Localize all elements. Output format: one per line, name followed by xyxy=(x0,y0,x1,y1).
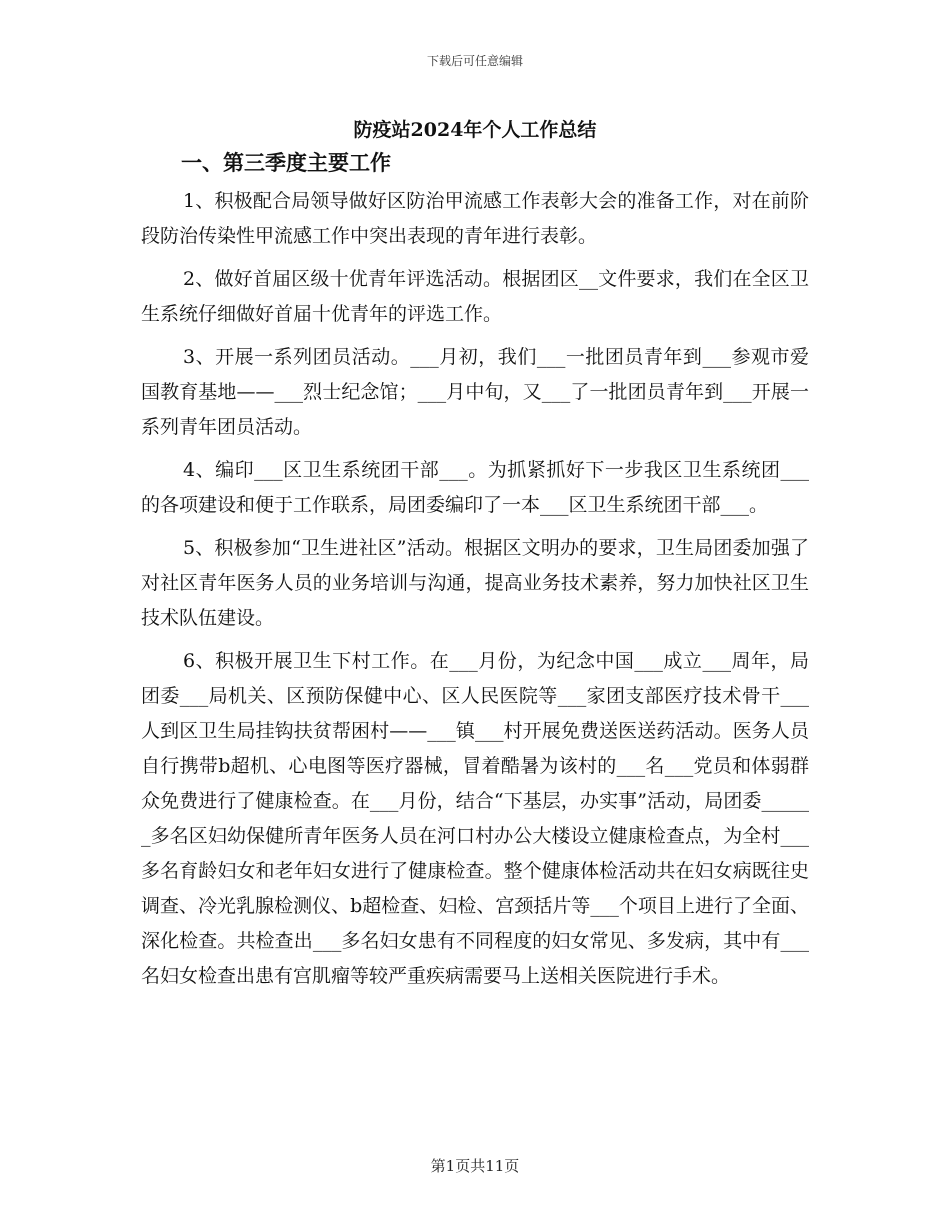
section-heading: 一、第三季度主要工作 xyxy=(181,150,391,175)
paragraph-4: 4、编印___区卫生系统团干部___。为抓紧抓好下一步我区卫生系统团___的各项建设和便于工作联系，局团委编印了一本___区卫生系统团干部___。 xyxy=(141,459,809,516)
paragraph-2: 2、做好首届区级十优青年评选活动。根据团区__文件要求，我们在全区卫生系统仔细做好首届十优青年的评选工作。 xyxy=(141,268,809,325)
page-header-note: 下载后可任意编辑 xyxy=(426,54,523,68)
document-title: 防疫站2024年个人工作总结 xyxy=(353,119,597,141)
paragraph-5: 5、积极参加“卫生进社区”活动。根据区文明办的要求，卫生局团委加强了对社区青年医务人员的业务培训与沟通，提高业务技术素养，努力加快社区卫生技术队伍建设。 xyxy=(141,537,809,629)
paragraph-6: 6、积极开展卫生下村工作。在___月份，为纪念中国___成立___周年，局团委___局机关、区预防保健中心、区人民医院等___家团支部医疗技术骨干___人到区卫生局挂钩扶贫帮困村——___镇___村开展免费送医送药活动。医务人员自行携带b超机、心电图等医疗器械，冒着酷暑为该村的___名___党员和体弱群众免费进行了健康检查。在___月份，结合“下基层，办实事”活动，局团委______多名区妇幼保健所青年医务人员在河口村办公大楼设立健康检查点，为全村___多名育龄妇女和老年妇女进行了健康检查。整个健康体检活动共在妇女病既往史调查、冷光乳腺检测仪、b超检查、妇检、宫颈括片等___个项目上进行了全面、深化检查。共检查出___多名妇女患有不同程度的妇女常见、多发病，其中有___名妇女检查出患有宫肌瘤等较严重疾病需要马上送相关医院进行手术。 xyxy=(141,650,809,987)
paragraph-1: 1、积极配合局领导做好区防治甲流感工作表彰大会的准备工作，对在前阶段防治传染性甲流感工作中突出表现的青年进行表彰。 xyxy=(141,190,809,247)
paragraph-3: 3、开展一系列团员活动。___月初，我们___一批团员青年到___参观市爱国教育基地——___烈士纪念馆；___月中旬，又___了一批团员青年到___开展一系列青年团员活动。 xyxy=(141,346,809,438)
page-footer-number: 第1页共11页 xyxy=(430,1157,520,1175)
document-body xyxy=(141,150,809,994)
